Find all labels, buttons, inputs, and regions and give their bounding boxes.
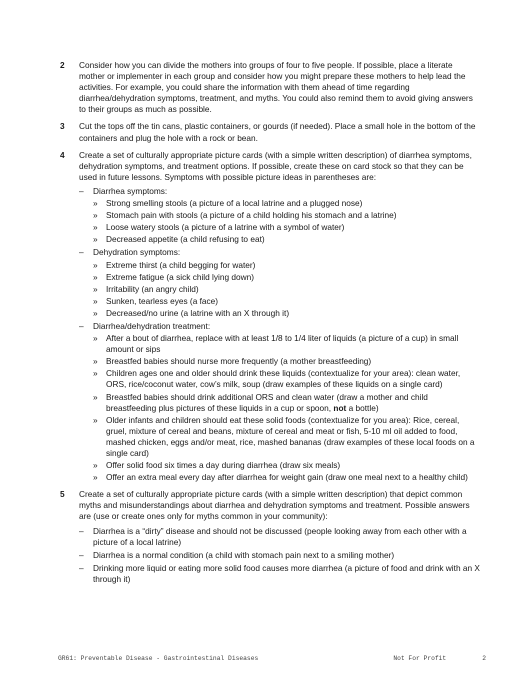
list-item-text: Offer solid food six times a day during diarrhea (draw six meals) (106, 460, 341, 471)
list-item (93, 210, 480, 221)
bullet-mark: » (93, 210, 98, 221)
list-item-text: Extreme fatigue (a sick child lying down) (106, 271, 255, 282)
list-item-text: Decreased appetite (a child refusing to eat) (106, 234, 265, 245)
myth-list (79, 526, 480, 585)
bullet-mark: » (93, 234, 98, 245)
bullet-mark: » (93, 295, 98, 306)
bullet-list (93, 333, 480, 483)
step-number: 2 (60, 60, 65, 70)
bullet-mark: » (93, 414, 98, 425)
list-item-text: Extreme thirst (a child begging for water) (106, 259, 256, 270)
group-label: Diarrhea symptoms: (93, 185, 168, 196)
list-item (93, 415, 480, 459)
bullet-mark: » (93, 460, 98, 471)
step-item (60, 121, 480, 143)
list-item (93, 368, 480, 390)
bullet-mark: » (93, 259, 98, 270)
list-item-text: Irritability (an angry child) (106, 283, 199, 294)
page-number: 2 (482, 655, 486, 662)
bullet-mark: » (93, 472, 98, 483)
list-item-text: Drinking more liquid or eating more solid food causes more diarrhea (a picture of food and drink with an X through it) (93, 562, 480, 584)
list-item (93, 296, 480, 307)
bullet-mark: » (93, 198, 98, 209)
page-footer (58, 655, 486, 662)
list-item (93, 472, 480, 483)
step-number: 3 (60, 121, 65, 132)
dash-mark: – (79, 525, 84, 536)
list-item-text: Sunken, tearless eyes (a face) (106, 295, 219, 306)
symptom-groups (79, 186, 480, 483)
bullet-mark: » (93, 391, 98, 402)
group-label: Diarrhea/dehydration treatment: (93, 320, 211, 331)
list-item (93, 234, 480, 245)
step-item (60, 60, 480, 115)
dash-mark: – (79, 185, 84, 196)
list-item (93, 356, 480, 367)
step-text: Cut the tops off the tin cans, plastic containers, or gourds (if needed). Place a small hole in the bottom of the containers and plug the hole with a rock or bean. (79, 121, 476, 143)
dash-mark: – (79, 247, 84, 258)
step-item (60, 150, 480, 484)
footer-title: GR61: Preventable Disease - Gastrointestinal Diseases (58, 655, 259, 662)
list-item (93, 272, 480, 283)
step-text: Consider how you can divide the mothers into groups of four to five people. If possible, place a literate mother or implementer in each group and consider how you might prepare these mothers to help lead the activities. For example, you could share the information with them ahead of time regarding diarrhea/dehydration symptoms, treatment, and myths. You could also remind them to avoid giving answers to their groups as much as possible. (79, 60, 473, 115)
list-item-text: Loose watery stools (a picture of a latrine with a symbol of water) (106, 222, 345, 233)
list-item-text: Older infants and children should eat these solid foods (contextualize for you area): Rice, cereal, gruel, mixture of cereal and beans, mixture of cereal and meat or fish, 5-10 ml oil added to food, mashed chicken, eggs and/or meat, rice, mashed bananas (draw examples of these local foods on a single card) (106, 414, 475, 458)
list-item (93, 284, 480, 295)
step-text: Create a set of culturally appropriate picture cards (with a simple written description) that depict common myths and misunderstandings about diarrhea and dehydration symptoms and treatment. Possible answers are (use or create ones only for myths common in your community): (79, 489, 470, 522)
step-number: 4 (60, 149, 65, 160)
footer-notice: Not For Profit (393, 655, 447, 662)
document-body (60, 60, 480, 591)
list-item (93, 260, 480, 271)
list-item-text: Children ages one and older should drink these liquids (contextualize for your area): clean water, ORS, rice/coconut water, cow’s milk, soup (draw examples of these liquids on a single card) (106, 368, 461, 390)
step-number: 5 (60, 489, 65, 500)
bullet-mark: » (93, 283, 98, 294)
bullet-mark: » (93, 271, 98, 282)
group-diarrhea-symptoms (79, 186, 480, 245)
list-item (93, 198, 480, 209)
list-item (93, 222, 480, 233)
list-item-text: Breastfed babies should drink additional ORS and clean water (draw a mother and child breastfeeding plus pictures of these liquids in a cup or spoon, not a bottle) (106, 391, 428, 413)
list-item-text: Breastfed babies should nurse more frequently (a mother breastfeeding) (106, 356, 372, 367)
list-item-text: Offer an extra meal every day after diarrhea for weight gain (draw one meal next to a healthy child) (106, 472, 468, 483)
step-text: Create a set of culturally appropriate picture cards (with a simple written description) of diarrhea symptoms, dehydration symptoms, and treatment options. If possible, create these on card stock so that they can be used in future lessons. Symptoms with possible picture ideas in parentheses are: (79, 149, 472, 182)
list-item (93, 392, 480, 414)
list-item (79, 526, 480, 548)
bullet-list (93, 260, 480, 319)
bullet-mark: » (93, 333, 98, 344)
list-item-text: Decreased/no urine (a latrine with an X through it) (106, 307, 290, 318)
list-item (93, 333, 480, 355)
group-dehydration-symptoms (79, 247, 480, 319)
bullet-mark: » (93, 307, 98, 318)
bullet-mark: » (93, 368, 98, 379)
dash-mark: – (79, 549, 84, 560)
list-item (93, 460, 480, 471)
list-item-text: Stomach pain with stools (a picture of a child holding his stomach and a latrine) (106, 210, 397, 221)
list-item-text: After a bout of diarrhea, replace with at least 1/8 to 1/4 liter of liquids (a picture of a cup) in small amount or sips (106, 333, 459, 355)
bullet-list (93, 198, 480, 245)
footer-right (393, 655, 486, 662)
list-item (93, 308, 480, 319)
list-item-text: Strong smelling stools (a picture of a local latrine and a plugged nose) (106, 198, 363, 209)
group-treatment (79, 321, 480, 483)
bullet-mark: » (93, 222, 98, 233)
dash-mark: – (79, 562, 84, 573)
list-item (79, 550, 480, 561)
list-item-text: Diarrhea is a “dirty” disease and should not be discussed (people looking away from each other with a picture of a local latrine) (93, 525, 467, 547)
emphasis-not: not (333, 402, 347, 413)
step-item (60, 489, 480, 585)
bullet-mark: » (93, 356, 98, 367)
list-item (79, 563, 480, 585)
list-item-text: Diarrhea is a normal condition (a child with stomach pain next to a smiling mother) (93, 549, 395, 560)
dash-mark: – (79, 320, 84, 331)
group-label: Dehydration symptoms: (93, 247, 181, 258)
